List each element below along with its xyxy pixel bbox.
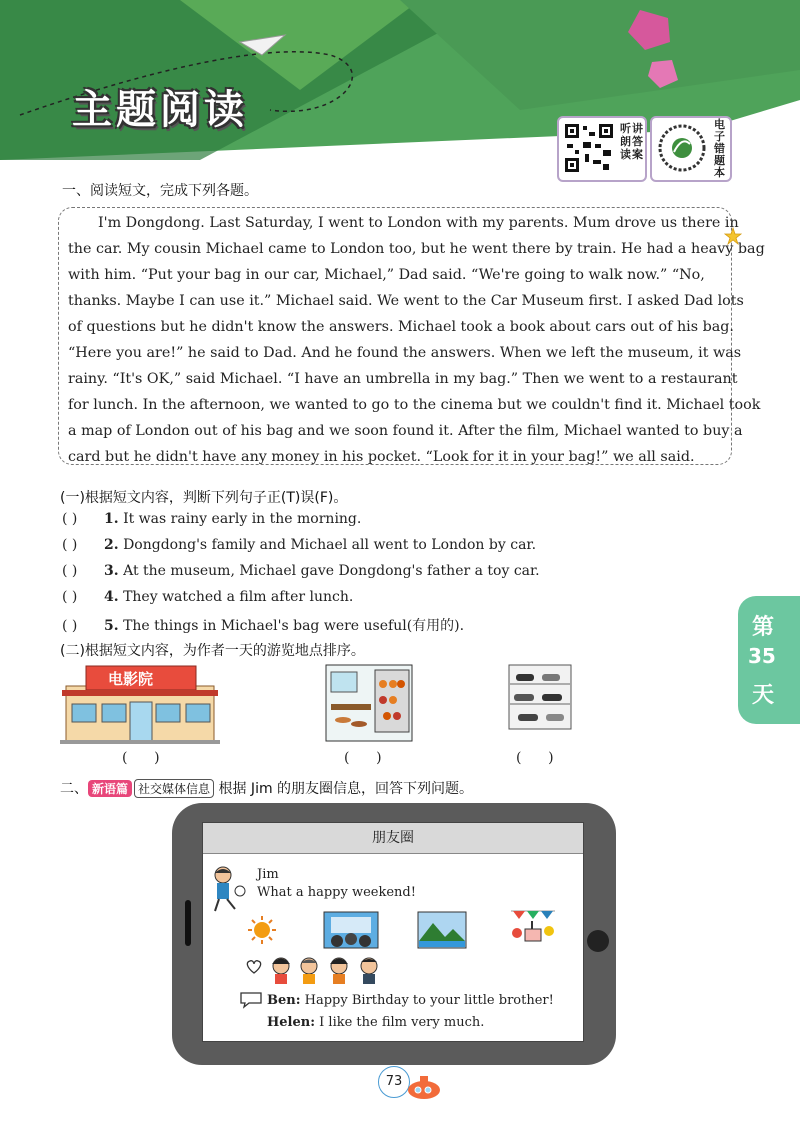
question-number: 5.: [104, 618, 119, 634]
commenter-name: Ben:: [267, 993, 301, 1008]
post-author: Jim: [257, 867, 279, 882]
landscape-photo-icon: [417, 911, 467, 949]
comment-text: Happy Birthday to your little brother!: [300, 993, 554, 1008]
phone-side-button: [185, 900, 191, 946]
answer-blank[interactable]: ( ): [62, 511, 78, 527]
side-tab-day-prefix: 第: [752, 615, 775, 640]
day-side-tab: [738, 596, 800, 724]
passage-line: “Here you are!” he said to Dad. And he found the answers. When we left the museum, it was: [68, 345, 742, 361]
comment-icon: [239, 991, 263, 1009]
question-number: 1.: [104, 511, 119, 527]
question-number: 4.: [104, 589, 119, 605]
submarine-icon: [404, 1072, 444, 1102]
heart-icon: [245, 959, 263, 975]
question-row: [62, 537, 536, 553]
section-two-title: 根据 Jim 的朋友圈信息，回答下列问题。: [218, 781, 474, 797]
passage-line: thanks. Maybe I can use it.” Michael said. We went to the Car Museum first. I asked Dad lots: [68, 293, 744, 309]
restaurant-icon: [325, 664, 413, 742]
passage-line: a map of London out of his bag and we soon found it. After the film, Michael wanted to buy a: [68, 423, 743, 439]
passage-line: with him. “Put your bag in our car, Michael,” Dad said. “We're going to walk now.” “No,: [68, 267, 705, 283]
car-museum-picture: [508, 664, 572, 730]
order-blank-restaurant[interactable]: ( ): [344, 750, 382, 766]
order-blank-museum[interactable]: ( ): [516, 750, 554, 766]
page-title: 主题阅读: [72, 87, 248, 133]
comment-text: I like the film very much.: [315, 1015, 485, 1030]
part-one-heading: (一)根据短文内容，判断下列句子正(T)误(F)。: [60, 490, 348, 506]
cinema-sign: 电影院: [108, 670, 154, 688]
passage-line: for lunch. In the afternoon, we wanted to go to the cinema but we couldn't find it. Michael took: [68, 397, 761, 413]
passage-line: of questions but he didn't know the answers. Michael took a book about cars out of his bag.: [68, 319, 734, 335]
answer-blank[interactable]: ( ): [62, 563, 78, 579]
question-row: [62, 589, 353, 605]
answer-blank[interactable]: ( ): [62, 537, 78, 553]
answer-blank[interactable]: ( ): [62, 618, 78, 634]
car-museum-icon: [508, 664, 572, 730]
qr-code-icon: [563, 122, 615, 174]
jim-avatar-icon: [209, 865, 247, 913]
part-two-heading: (二)根据短文内容，为作者一天的游览地点排序。: [60, 643, 365, 659]
side-tab-day-suffix: 天: [752, 683, 775, 708]
commenter-name: Helen:: [267, 1015, 316, 1030]
section-two-heading: [60, 778, 473, 798]
cinema-picture: [60, 664, 220, 744]
restaurant-picture: [325, 664, 413, 742]
question-number: 3.: [104, 563, 119, 579]
post-text: What a happy weekend!: [257, 885, 416, 900]
likes-avatars-icon: [269, 955, 385, 985]
passage-line: card but he didn't have any money in his pocket. “Look for it in your bag!” we all said.: [68, 449, 695, 465]
answer-blank[interactable]: ( ): [62, 589, 78, 605]
question-row: [62, 615, 464, 635]
page-number: 73: [378, 1066, 410, 1098]
question-text: Dongdong's family and Michael all went to London by car.: [123, 537, 537, 553]
section-two-prefix: 二、: [60, 781, 88, 797]
social-media-tag: 社交媒体信息: [134, 779, 214, 798]
cinema-photo-icon: [323, 911, 379, 951]
birthday-party-icon: [509, 907, 557, 947]
side-tab-day-number: 35: [748, 644, 776, 668]
phone-screen: [202, 822, 584, 1042]
qr-code-error-book[interactable]: 电 子 错 题 本: [650, 116, 732, 182]
comment-ben: [267, 993, 554, 1008]
question-text: The things in Michael's bag were useful(有用的).: [123, 618, 465, 634]
comment-helen: [267, 1015, 484, 1030]
phone-home-button: [587, 930, 609, 952]
order-blank-cinema[interactable]: ( ): [122, 750, 160, 766]
moments-title: 朋友圈: [203, 823, 583, 854]
question-number: 2.: [104, 537, 119, 553]
passage-line: rainy. “It's OK,” said Michael. “I have an umbrella in my bag.” Then we went to a restaurant: [68, 371, 738, 387]
passage-line: I'm Dongdong. Last Saturday, I went to London with my parents. Mum drove us there in: [98, 215, 739, 231]
passage-line: the car. My cousin Michael came to London too, but he went there by train. He had a heavy bag: [68, 241, 765, 257]
section-one-heading: 一、阅读短文，完成下列各题。: [62, 183, 258, 199]
question-row: [62, 563, 540, 579]
new-text-tag: 新语篇: [88, 780, 132, 797]
question-text: At the museum, Michael gave Dongdong's father a toy car.: [123, 563, 540, 579]
question-row: [62, 511, 361, 527]
question-text: They watched a film after lunch.: [123, 589, 354, 605]
question-text: It was rainy early in the morning.: [123, 511, 362, 527]
qr-code-listen[interactable]: 听 朗 读 讲 答 案: [557, 116, 647, 182]
sun-icon: [247, 915, 277, 945]
qr-code-icon: [656, 122, 708, 174]
